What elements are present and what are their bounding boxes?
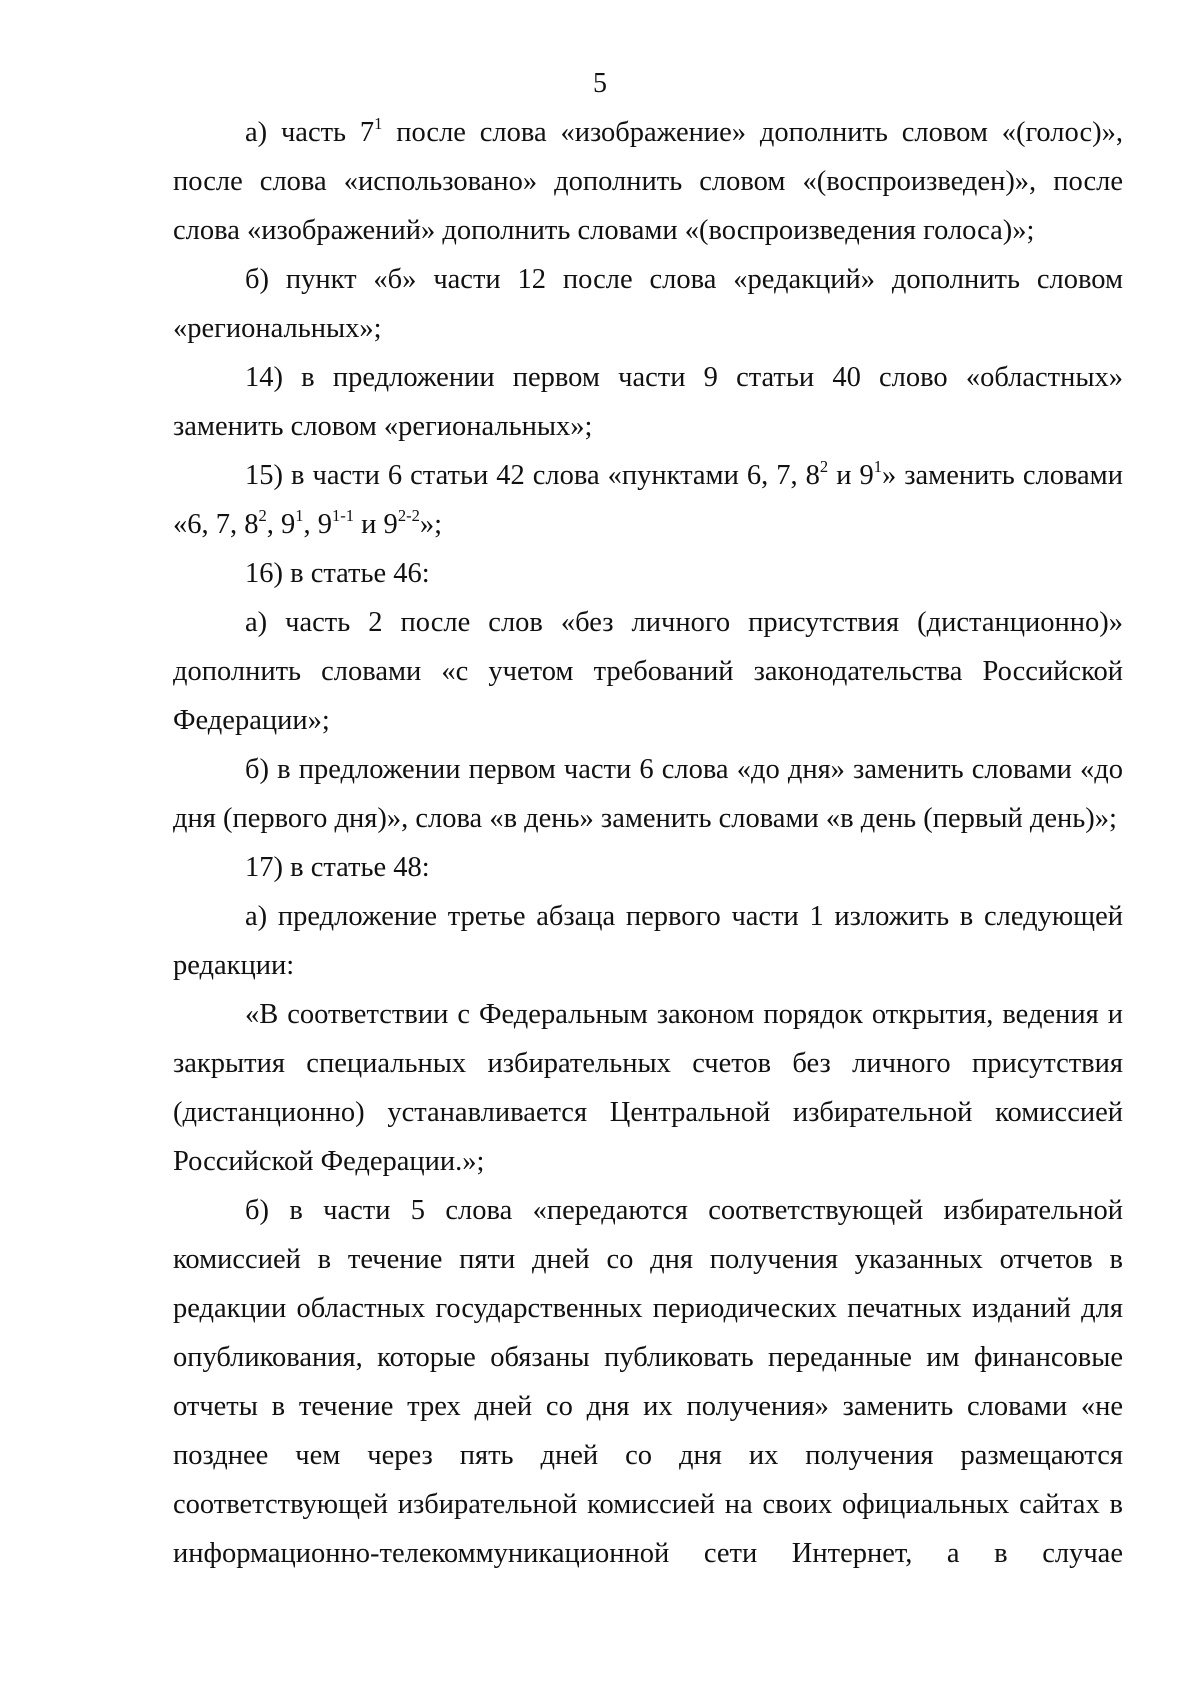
paragraph-text: и 9 — [354, 509, 398, 540]
paragraph-4 — [173, 451, 1123, 549]
paragraph-11 — [173, 1186, 1123, 1578]
paragraph-text: » заменить словами «6, 7, 8 — [173, 460, 1123, 540]
paragraph-text: 16) в статье 46: — [245, 558, 430, 589]
paragraph-5 — [173, 549, 1123, 598]
paragraph-6 — [173, 598, 1123, 745]
paragraph-text: и 9 — [828, 460, 874, 491]
paragraph-text: 17) в статье 48: — [245, 852, 430, 883]
paragraph-9 — [173, 892, 1123, 990]
superscript: 1 — [873, 457, 882, 477]
paragraph-10 — [173, 990, 1123, 1186]
superscript: 2 — [258, 506, 267, 526]
paragraph-text: б) пункт «б» части 12 после слова «редакций» дополнить словом «региональных»; — [173, 264, 1123, 344]
paragraph-text: а) часть 7 — [245, 117, 375, 148]
superscript: 1 — [295, 506, 304, 526]
page-number: 5 — [593, 68, 607, 99]
paragraph-3 — [173, 353, 1123, 451]
superscript: 1-1 — [332, 506, 355, 526]
paragraph-1 — [173, 108, 1123, 255]
paragraph-text: б) в предложении первом части 6 слова «до дня» заменить словами «до дня (первого дня)», слова «в день» заменить словами «в день (первый день)»; — [173, 754, 1123, 834]
paragraph-text: а) предложение третье абзаца первого части 1 изложить в следующей редакции: — [173, 901, 1123, 981]
paragraph-text: б) в части 5 слова «передаются соответствующей избирательной комиссией в течение пяти дней со дня получения указанных отчетов в редакции областных государственных периодических печатных изданий для опубликования, которые обязаны публиковать переданные им финансовые отчеты в течение трех дней со дня их получения» заменить словами «не позднее чем через пять дней со дня их получения размещаются соответствующей избирательной комиссией на своих официальных сайтах в информационно-телекоммуникационной сети Интернет, а в случае — [173, 1195, 1123, 1569]
paragraph-text: , 9 — [266, 509, 296, 540]
paragraph-text: 15) в части 6 статьи 42 слова «пунктами 6, 7, 8 — [245, 460, 820, 491]
paragraph-text: , 9 — [303, 509, 333, 540]
paragraph-8 — [173, 843, 1123, 892]
superscript: 2 — [819, 457, 829, 477]
paragraph-7 — [173, 745, 1123, 843]
superscript: 2-2 — [397, 506, 420, 526]
paragraph-2 — [173, 255, 1123, 353]
paragraph-text: 14) в предложении первом части 9 статьи 40 слово «областных» заменить словом «региональных»; — [173, 362, 1123, 442]
paragraph-text: «В соответствии с Федеральным законом порядок открытия, ведения и закрытия специальных избирательных счетов без личного присутствия (дистанционно) устанавливается Центральной избирательной комиссией Российской Федерации.»; — [173, 999, 1123, 1177]
paragraph-text: а) часть 2 после слов «без личного присутствия (дистанционно)» дополнить словами «с учетом требований законодательства Российской Федерации»; — [173, 607, 1123, 736]
superscript: 1 — [374, 114, 383, 134]
paragraph-text: »; — [419, 509, 442, 540]
paragraph-text: после слова «изображение» дополнить словом «(голос)», после слова «использовано» дополнить словом «(воспроизведен)», после слова «изображений» дополнить словами «(воспроизведения голоса)»; — [173, 117, 1123, 246]
document-body — [173, 108, 1123, 1578]
